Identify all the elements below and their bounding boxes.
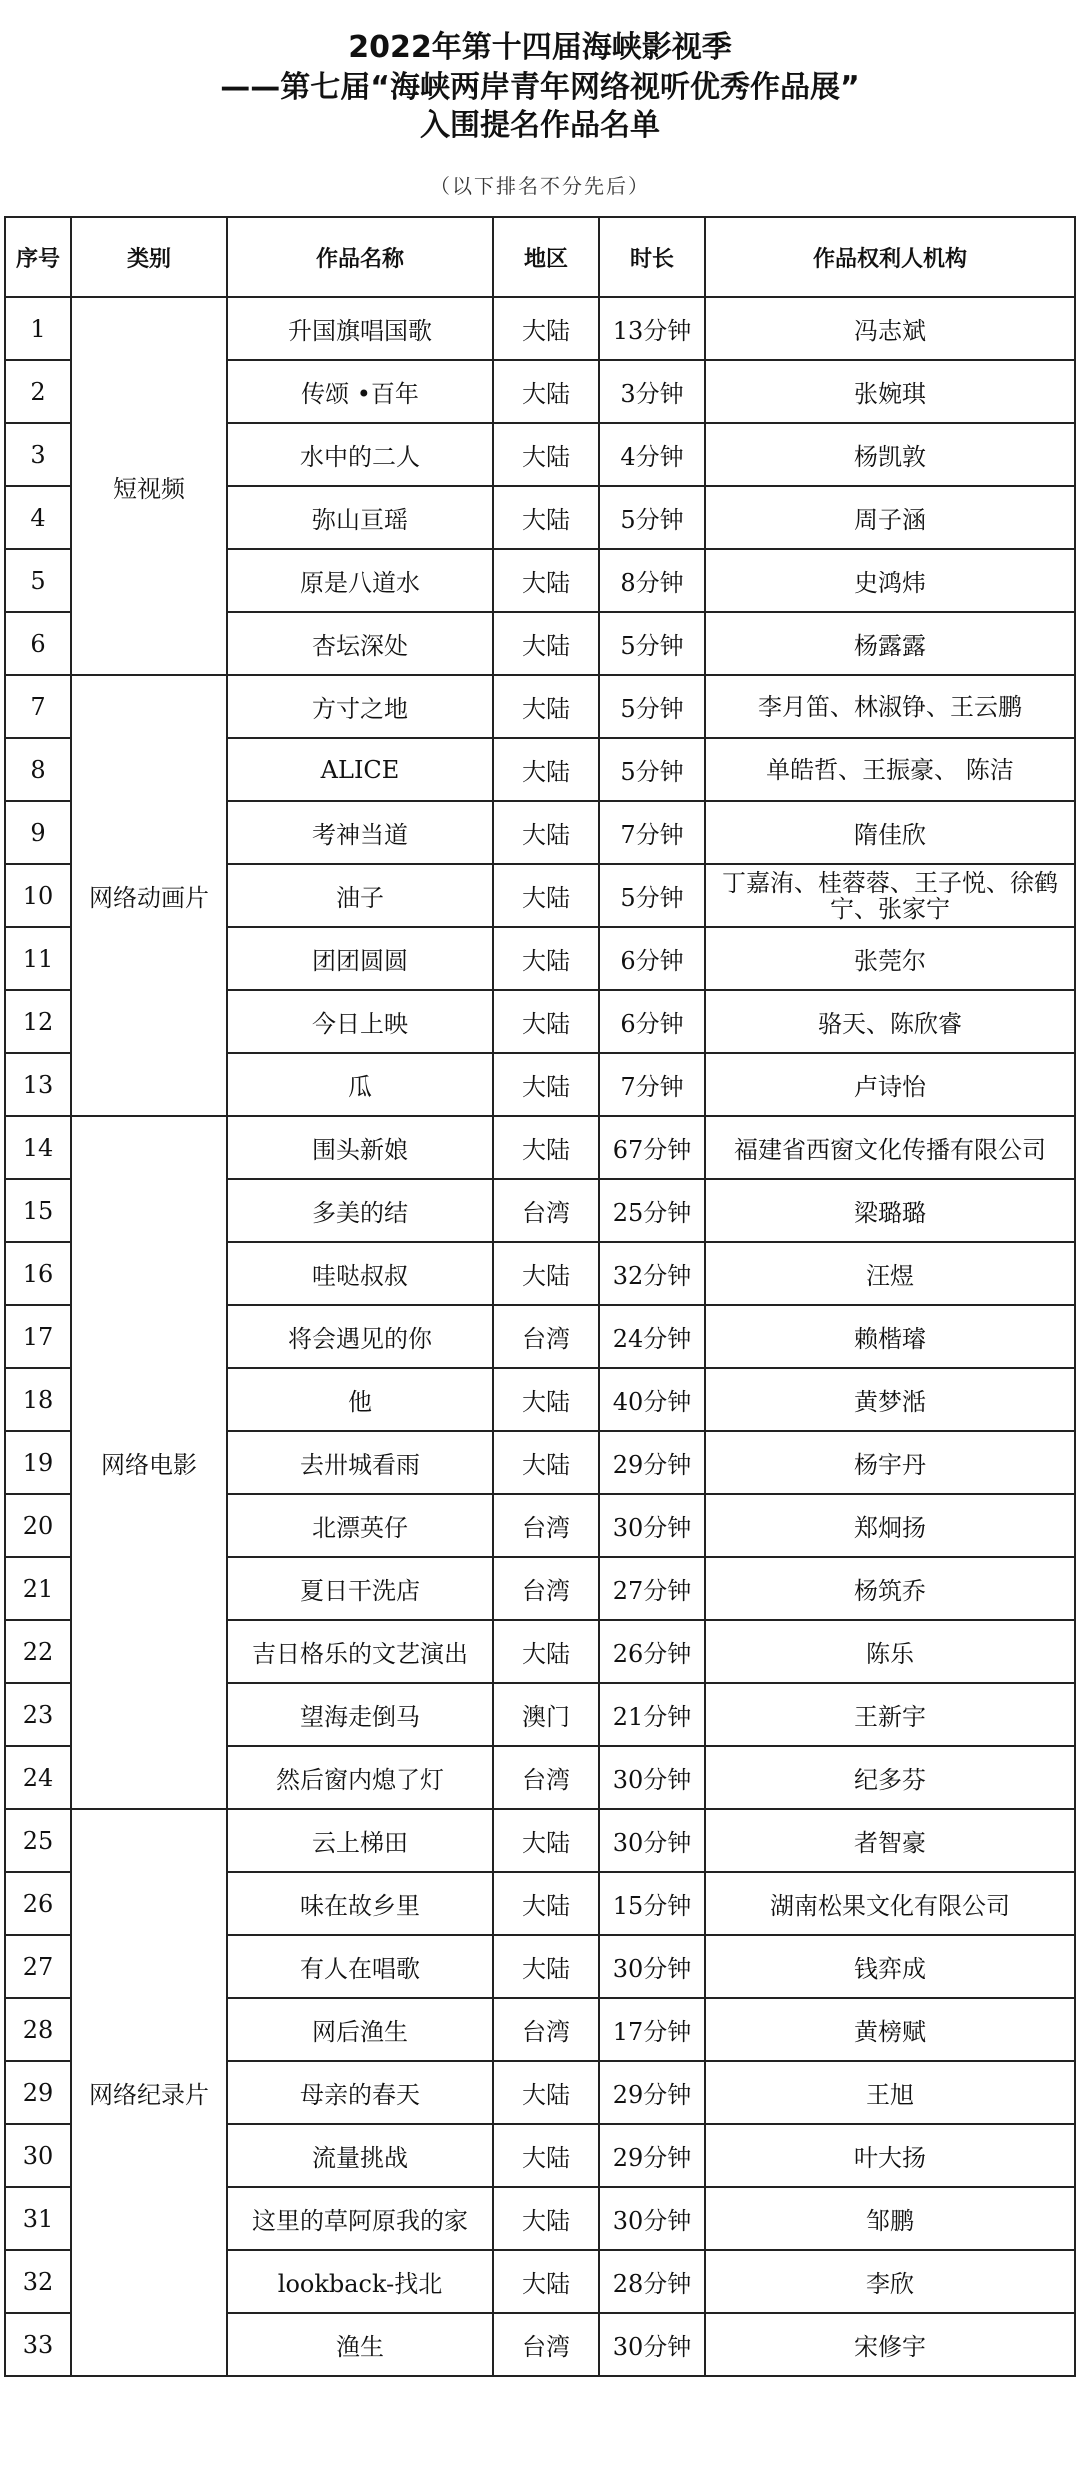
- work-title-cell: 原是八道水: [227, 549, 493, 612]
- work-title-cell: 传颂 •百年: [227, 360, 493, 423]
- region-cell: 大陆: [493, 990, 599, 1053]
- rights-holder-cell: 湖南松果文化有限公司: [705, 1872, 1075, 1935]
- region-cell: 大陆: [493, 1431, 599, 1494]
- region-cell: 大陆: [493, 864, 599, 927]
- row-number-cell: 23: [5, 1683, 71, 1746]
- region-cell: 大陆: [493, 360, 599, 423]
- work-title-cell: 围头新娘: [227, 1116, 493, 1179]
- rights-holder-cell: 单皓哲、王振豪、 陈洁: [705, 738, 1075, 801]
- rights-holder-cell: 郑炯扬: [705, 1494, 1075, 1557]
- region-cell: 大陆: [493, 1053, 599, 1116]
- work-title-cell: 将会遇见的你: [227, 1305, 493, 1368]
- rights-holder-cell: 周子涵: [705, 486, 1075, 549]
- duration-cell: 4分钟: [599, 423, 705, 486]
- row-number-cell: 6: [5, 612, 71, 675]
- column-header-duration: 时长: [599, 217, 705, 297]
- row-number-cell: 19: [5, 1431, 71, 1494]
- rights-holder-cell: 黄梦湉: [705, 1368, 1075, 1431]
- category-cell: 网络动画片: [71, 675, 227, 1116]
- rights-holder-cell: 史鸿炜: [705, 549, 1075, 612]
- rights-holder-cell: 赖楷璿: [705, 1305, 1075, 1368]
- duration-cell: 21分钟: [599, 1683, 705, 1746]
- table-body: [5, 297, 1075, 2376]
- row-number-cell: 24: [5, 1746, 71, 1809]
- work-title-cell: 他: [227, 1368, 493, 1431]
- row-number-cell: 31: [5, 2187, 71, 2250]
- table-row: [5, 1116, 1075, 1179]
- region-cell: 台湾: [493, 2313, 599, 2376]
- region-cell: 大陆: [493, 2124, 599, 2187]
- duration-cell: 32分钟: [599, 1242, 705, 1305]
- rights-holder-cell: 张莞尔: [705, 927, 1075, 990]
- region-cell: 大陆: [493, 801, 599, 864]
- duration-cell: 13分钟: [599, 297, 705, 360]
- category-cell: 网络纪录片: [71, 1809, 227, 2376]
- row-number-cell: 1: [5, 297, 71, 360]
- row-number-cell: 12: [5, 990, 71, 1053]
- duration-cell: 30分钟: [599, 1746, 705, 1809]
- document-title-line-2: ——第七届“海峡两岸青年网络视听优秀作品展”: [220, 70, 860, 105]
- rights-holder-cell: 王旭: [705, 2061, 1075, 2124]
- work-title-cell: 然后窗内熄了灯: [227, 1746, 493, 1809]
- column-header-title: 作品名称: [227, 217, 493, 297]
- row-number-cell: 30: [5, 2124, 71, 2187]
- work-title-cell: 弥山亘瑶: [227, 486, 493, 549]
- row-number-cell: 33: [5, 2313, 71, 2376]
- rights-holder-cell: 丁嘉洧、桂蓉蓉、王子悦、徐鹤宁、张家宁: [705, 864, 1075, 927]
- rights-holder-cell: 福建省西窗文化传播有限公司: [705, 1116, 1075, 1179]
- duration-cell: 6分钟: [599, 927, 705, 990]
- work-title-cell: 哇哒叔叔: [227, 1242, 493, 1305]
- rights-holder-cell: 黄榜赋: [705, 1998, 1075, 2061]
- region-cell: 台湾: [493, 1557, 599, 1620]
- region-cell: 大陆: [493, 1620, 599, 1683]
- duration-cell: 29分钟: [599, 2061, 705, 2124]
- duration-cell: 40分钟: [599, 1368, 705, 1431]
- column-header-num: 序号: [5, 217, 71, 297]
- row-number-cell: 11: [5, 927, 71, 990]
- work-title-cell: 方寸之地: [227, 675, 493, 738]
- duration-cell: 30分钟: [599, 2187, 705, 2250]
- row-number-cell: 29: [5, 2061, 71, 2124]
- rights-holder-cell: 李月笛、林淑铮、王云鹏: [705, 675, 1075, 738]
- work-title-cell: 水中的二人: [227, 423, 493, 486]
- region-cell: 大陆: [493, 423, 599, 486]
- duration-cell: 27分钟: [599, 1557, 705, 1620]
- duration-cell: 17分钟: [599, 1998, 705, 2061]
- column-header-region: 地区: [493, 217, 599, 297]
- duration-cell: 30分钟: [599, 1494, 705, 1557]
- nominee-table: [4, 216, 1076, 2377]
- work-title-cell: 北漂英仔: [227, 1494, 493, 1557]
- category-cell: 网络电影: [71, 1116, 227, 1809]
- row-number-cell: 10: [5, 864, 71, 927]
- row-number-cell: 13: [5, 1053, 71, 1116]
- table-row: [5, 297, 1075, 360]
- rights-holder-cell: 者智豪: [705, 1809, 1075, 1872]
- rights-holder-cell: 杨筑乔: [705, 1557, 1075, 1620]
- duration-cell: 5分钟: [599, 612, 705, 675]
- work-title-cell: 这里的草阿原我的家: [227, 2187, 493, 2250]
- region-cell: 大陆: [493, 2250, 599, 2313]
- region-cell: 大陆: [493, 1809, 599, 1872]
- rights-holder-cell: 骆天、陈欣睿: [705, 990, 1075, 1053]
- region-cell: 台湾: [493, 1998, 599, 2061]
- work-title-cell: 流量挑战: [227, 2124, 493, 2187]
- work-title-cell: 杏坛深处: [227, 612, 493, 675]
- work-title-cell: 去卅城看雨: [227, 1431, 493, 1494]
- work-title-cell: 味在故乡里: [227, 1872, 493, 1935]
- duration-cell: 7分钟: [599, 801, 705, 864]
- row-number-cell: 17: [5, 1305, 71, 1368]
- category-cell: 短视频: [71, 297, 227, 675]
- rights-holder-cell: 杨凯敦: [705, 423, 1075, 486]
- duration-cell: 3分钟: [599, 360, 705, 423]
- duration-cell: 67分钟: [599, 1116, 705, 1179]
- region-cell: 台湾: [493, 1494, 599, 1557]
- row-number-cell: 4: [5, 486, 71, 549]
- work-title-cell: 吉日格乐的文艺演出: [227, 1620, 493, 1683]
- work-title-cell: 渔生: [227, 2313, 493, 2376]
- region-cell: 大陆: [493, 486, 599, 549]
- work-title-cell: 网后渔生: [227, 1998, 493, 2061]
- work-title-cell: 望海走倒马: [227, 1683, 493, 1746]
- region-cell: 大陆: [493, 2061, 599, 2124]
- duration-cell: 29分钟: [599, 1431, 705, 1494]
- region-cell: 大陆: [493, 1872, 599, 1935]
- document-title-line-3: 入围提名作品名单: [420, 108, 660, 143]
- region-cell: 台湾: [493, 1305, 599, 1368]
- duration-cell: 5分钟: [599, 864, 705, 927]
- row-number-cell: 20: [5, 1494, 71, 1557]
- document-title-line-1: 2022年第十四届海峡影视季: [348, 30, 732, 65]
- duration-cell: 26分钟: [599, 1620, 705, 1683]
- work-title-cell: 考神当道: [227, 801, 493, 864]
- duration-cell: 30分钟: [599, 1935, 705, 1998]
- duration-cell: 6分钟: [599, 990, 705, 1053]
- rights-holder-cell: 纪多芬: [705, 1746, 1075, 1809]
- region-cell: 大陆: [493, 1935, 599, 1998]
- rights-holder-cell: 钱弈成: [705, 1935, 1075, 1998]
- work-title-cell: lookback-找北: [227, 2250, 493, 2313]
- duration-cell: 30分钟: [599, 2313, 705, 2376]
- duration-cell: 5分钟: [599, 738, 705, 801]
- rights-holder-cell: 邹鹏: [705, 2187, 1075, 2250]
- duration-cell: 5分钟: [599, 675, 705, 738]
- work-title-cell: ALICE: [227, 738, 493, 801]
- row-number-cell: 16: [5, 1242, 71, 1305]
- region-cell: 台湾: [493, 1746, 599, 1809]
- work-title-cell: 多美的结: [227, 1179, 493, 1242]
- row-number-cell: 22: [5, 1620, 71, 1683]
- rights-holder-cell: 冯志斌: [705, 297, 1075, 360]
- duration-cell: 30分钟: [599, 1809, 705, 1872]
- column-header-category: 类别: [71, 217, 227, 297]
- rights-holder-cell: 卢诗怡: [705, 1053, 1075, 1116]
- region-cell: 大陆: [493, 612, 599, 675]
- region-cell: 大陆: [493, 297, 599, 360]
- region-cell: 澳门: [493, 1683, 599, 1746]
- duration-cell: 7分钟: [599, 1053, 705, 1116]
- region-cell: 大陆: [493, 549, 599, 612]
- row-number-cell: 5: [5, 549, 71, 612]
- region-cell: 大陆: [493, 1242, 599, 1305]
- work-title-cell: 母亲的春天: [227, 2061, 493, 2124]
- row-number-cell: 27: [5, 1935, 71, 1998]
- work-title-cell: 油子: [227, 864, 493, 927]
- row-number-cell: 15: [5, 1179, 71, 1242]
- row-number-cell: 9: [5, 801, 71, 864]
- row-number-cell: 18: [5, 1368, 71, 1431]
- duration-cell: 5分钟: [599, 486, 705, 549]
- rights-holder-cell: 隋佳欣: [705, 801, 1075, 864]
- column-header-owner: 作品权利人机构: [705, 217, 1075, 297]
- row-number-cell: 7: [5, 675, 71, 738]
- work-title-cell: 云上梯田: [227, 1809, 493, 1872]
- work-title-cell: 夏日干洗店: [227, 1557, 493, 1620]
- rights-holder-cell: 汪煜: [705, 1242, 1075, 1305]
- region-cell: 大陆: [493, 738, 599, 801]
- rights-holder-cell: 杨宇丹: [705, 1431, 1075, 1494]
- work-title-cell: 今日上映: [227, 990, 493, 1053]
- region-cell: 大陆: [493, 1368, 599, 1431]
- duration-cell: 25分钟: [599, 1179, 705, 1242]
- ranking-note: （以下排名不分先后）: [430, 174, 650, 198]
- duration-cell: 28分钟: [599, 2250, 705, 2313]
- row-number-cell: 2: [5, 360, 71, 423]
- region-cell: 大陆: [493, 927, 599, 990]
- rights-holder-cell: 宋修宇: [705, 2313, 1075, 2376]
- work-title-cell: 升国旗唱国歌: [227, 297, 493, 360]
- rights-holder-cell: 梁璐璐: [705, 1179, 1075, 1242]
- rights-holder-cell: 李欣: [705, 2250, 1075, 2313]
- table-row: [5, 675, 1075, 738]
- row-number-cell: 14: [5, 1116, 71, 1179]
- work-title-cell: 团团圆圆: [227, 927, 493, 990]
- row-number-cell: 26: [5, 1872, 71, 1935]
- duration-cell: 29分钟: [599, 2124, 705, 2187]
- row-number-cell: 25: [5, 1809, 71, 1872]
- table-row: [5, 1809, 1075, 1872]
- region-cell: 大陆: [493, 2187, 599, 2250]
- duration-cell: 15分钟: [599, 1872, 705, 1935]
- rights-holder-cell: 王新宇: [705, 1683, 1075, 1746]
- row-number-cell: 28: [5, 1998, 71, 2061]
- work-title-cell: 瓜: [227, 1053, 493, 1116]
- row-number-cell: 21: [5, 1557, 71, 1620]
- rights-holder-cell: 张婉琪: [705, 360, 1075, 423]
- region-cell: 大陆: [493, 1116, 599, 1179]
- rights-holder-cell: 杨露露: [705, 612, 1075, 675]
- rights-holder-cell: 叶大扬: [705, 2124, 1075, 2187]
- row-number-cell: 32: [5, 2250, 71, 2313]
- row-number-cell: 3: [5, 423, 71, 486]
- rights-holder-cell: 陈乐: [705, 1620, 1075, 1683]
- region-cell: 大陆: [493, 675, 599, 738]
- duration-cell: 24分钟: [599, 1305, 705, 1368]
- table-header-row: [5, 217, 1075, 297]
- duration-cell: 8分钟: [599, 549, 705, 612]
- region-cell: 台湾: [493, 1179, 599, 1242]
- row-number-cell: 8: [5, 738, 71, 801]
- work-title-cell: 有人在唱歌: [227, 1935, 493, 1998]
